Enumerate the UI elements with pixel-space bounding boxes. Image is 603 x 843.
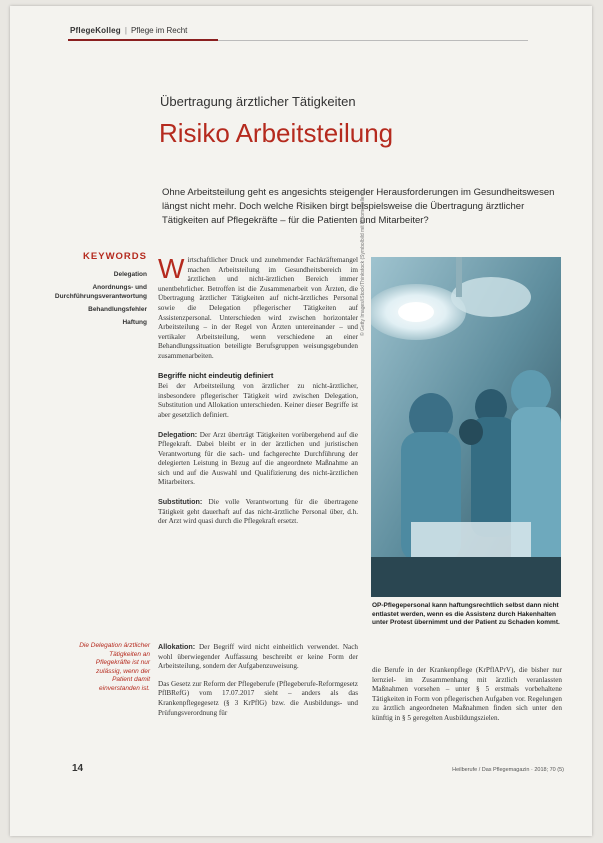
keyword-item: Anordnungs- und Durchführungsverantwortung	[54, 284, 147, 300]
operating-room-image	[371, 257, 561, 597]
keyword-item: Behandlungsfehler	[88, 306, 147, 313]
paragraph-gesetz: Das Gesetz zur Reform der Pflegeberufe (Pflegeberufe-Reformgesetz PflBRefG) vom 17.07.2017 sieht – anders als das Krankenpflegegesetz (§ 3 KrPflG) bzw. die Ausbildungs- und Prüfungsverordnung für	[158, 679, 358, 717]
label-allokation: Allokation:	[158, 642, 196, 651]
photo-caption: OP-Pflegepersonal kann haftungsrechtlich selbst dann nicht entlastet werden, wenn es die Assistenz durch Hakenhalten unter Protest übernimmt und der Patient zu Schaden kommt.	[372, 602, 560, 626]
paragraph-allokation	[158, 642, 358, 672]
header-brand: PflegeKolleg	[70, 26, 121, 35]
keywords-heading: KEYWORDS	[83, 251, 147, 262]
sidenote-quote: Die Delegation ärztlicher Tätigkeiten an Pflegekräfte ist nur zulässig, wenn der Patient damit einverstanden ist.	[79, 642, 150, 692]
keyword-item: Delegation	[113, 271, 147, 278]
article-title: Risiko Arbeitsteilung	[159, 118, 394, 148]
photo-credit: © Getty Images/iStock/Thinkstock (Symbolbild mit Fotomodellen)	[360, 191, 366, 336]
article-column-3: die Berufe in der Krankenpflege (KrPflAPrV), die bisher nur lernziel- im Zusammenhang mit ärztlich veranlassten Maßnahmen vorsehen – unter § 5 erstmals vorbehaltene Tätigkeiten in Form von pflegerischen Aufgaben vor. Regelungen zu ärztlich angeordneten Maßnahmen finden sich unter den künftig in § 5 geregelten Ausbildungszielen.	[372, 666, 562, 722]
text-delegation: Der Arzt überträgt Tätigkeiten vorübergehend auf die Pflegekraft. Dabei bleibt er in der ärztlichen und juristischen Verantwortung für die sach- und fachgerechte Durchführung der delegierten Leistung in Bezug auf die angeordnete Maßnahme an sich und auf die Auswahl und Qualifizierung des nicht-ärztlichen Mitarbeiters.	[158, 430, 358, 487]
article-column-2	[158, 642, 358, 726]
journal-footer: Heilberufe / Das Pflegemagazin · 2018; 70 (5)	[452, 767, 564, 773]
text-substitution: Die volle Verantwortung für die übertragene Tätigkeit geht dauerhaft auf das nicht-ärztliche Personal über, d.h. der Arzt wird quasi durch die Pflegekraft ersetzt.	[158, 498, 358, 526]
page-number: 14	[72, 763, 84, 774]
paragraph-delegation	[158, 430, 358, 489]
label-substitution: Substitution:	[158, 497, 203, 507]
header-section: Pflege im Recht	[130, 26, 188, 35]
header-separator: |	[124, 26, 127, 35]
magazine-page	[10, 6, 592, 836]
intro-text: irtschaftlicher Druck und zunehmender Fachkräftemangel machen Arbeitsteilung im Gesundheitsbereich im ärztlichen und nicht-ärztlichen Bereich immer unentbehrlicher. Betroffen ist die Zusammenarbeit von Ärzten, die Übertragung ärztlicher Tätigkeiten auf nicht-ärztliches Personal sowie die Delegation pflegerischer Tätigkeiten auf Assistenzpersonal. Unterschieden wird zwischen horizontaler Arbeitsteilung – in der Regel von Ärzten untereinander – und vertikaler Arbeitsteilung, wenn verschiedene an einer Behandlungssituation beteiligte Berufsgruppen weisungsgebunden zusammenarbeiten.	[158, 256, 358, 360]
keywords-list	[50, 270, 147, 331]
article-lead: Ohne Arbeitsteilung geht es angesichts steigender Herausforderungen im Gesundheitswesen längst nicht mehr. Doch welche Risiken birgt beispielsweise die Übertragung ärztlicher Tätigkeiten auf Pflegekräfte – für die Patienten und Mitarbeiter?	[162, 187, 555, 226]
header-rule-accent	[68, 39, 218, 41]
keyword-item: Haftung	[122, 319, 147, 326]
text-allokation: Der Begriff wird nicht einheitlich verwendet. Nach wohl überwiegender Auffassung beschreibt er keine Form der Arbeitsteilung, sondern der Aufgabenzuweisung.	[158, 643, 358, 671]
label-delegation: Delegation:	[158, 429, 198, 439]
article-column-1	[158, 253, 358, 536]
intro-paragraph	[158, 253, 358, 362]
running-header	[70, 26, 187, 35]
dropcap: W	[158, 253, 185, 284]
paragraph-substitution	[158, 497, 358, 527]
paragraph-begriffe: Bei der Arbeitsteilung von ärztlicher zu nicht-ärztlicher, insbesondere pflegerischer Tätigkeit wird zwischen Delegation, Substitution und Allokation unterschieden. Keiner dieser Begriffe ist aber gesetzlich definiert.	[158, 382, 358, 419]
header-rule	[218, 40, 528, 41]
surgery-photo	[371, 257, 561, 597]
article-kicker: Übertragung ärztlicher Tätigkeiten	[160, 94, 356, 109]
subheading-begriffe: Begriffe nicht eindeutig definiert	[158, 370, 274, 380]
